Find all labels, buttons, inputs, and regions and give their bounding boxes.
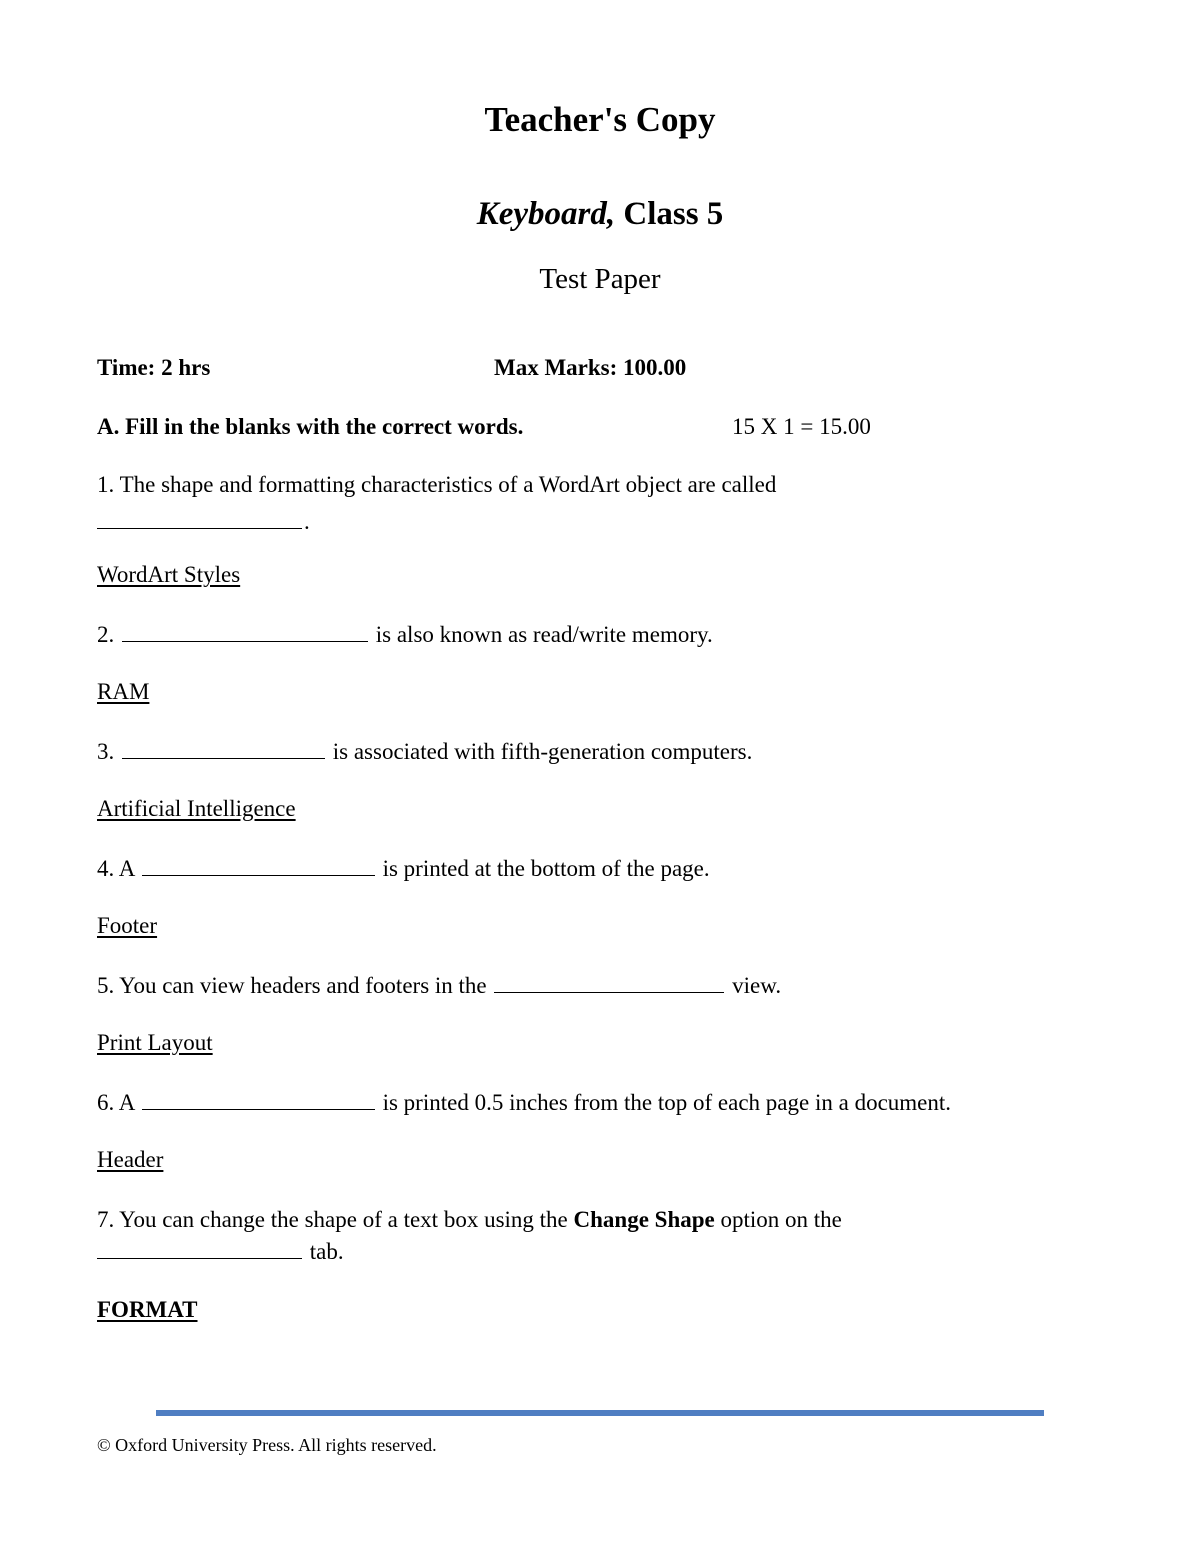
question-text: is printed 0.5 inches from the top of each page in a document. <box>376 1090 952 1115</box>
emphasis-text: Change Shape <box>573 1207 715 1232</box>
answer-5: Print Layout <box>97 1030 213 1055</box>
question-6 <box>97 1087 951 1118</box>
answer-blank <box>97 506 302 529</box>
question-2 <box>97 619 713 650</box>
question-text: 1. The shape and formatting characteristics of a WordArt object are called <box>97 472 777 497</box>
question-7 <box>97 1205 842 1235</box>
answer-1: WordArt Styles <box>97 562 241 587</box>
question-1-continuation <box>97 506 310 537</box>
question-text: 3. <box>97 739 120 764</box>
footer-divider <box>156 1410 1044 1416</box>
question-7-continuation <box>97 1236 344 1267</box>
question-text: . <box>304 509 310 534</box>
answer-blank <box>97 1236 302 1259</box>
max-marks: Max Marks: 100.00 <box>494 355 687 380</box>
question-text: tab. <box>304 1239 344 1264</box>
answer-6: Header <box>97 1147 164 1172</box>
question-5 <box>97 970 781 1001</box>
question-1 <box>97 470 776 500</box>
answer-blank <box>142 1087 375 1110</box>
question-text: view. <box>726 973 782 998</box>
answer-blank <box>122 619 368 642</box>
subject-line <box>0 193 1200 235</box>
question-text: is associated with fifth-generation computers. <box>327 739 753 764</box>
answer-7: FORMAT <box>97 1297 198 1322</box>
book-name: Keyboard, <box>476 196 616 232</box>
question-text: 4. A <box>97 856 140 881</box>
paper-type: Test Paper <box>539 263 661 295</box>
question-text: 6. A <box>97 1090 140 1115</box>
copyright-notice: © Oxford University Press. All rights reserved. <box>97 1435 437 1455</box>
section-heading: A. Fill in the blanks with the correct words. <box>97 414 524 439</box>
answer-blank <box>122 736 325 759</box>
answer-blank <box>494 970 724 993</box>
question-4 <box>97 853 710 884</box>
question-text: 5. You can view headers and footers in the <box>97 973 493 998</box>
question-text: option on the <box>714 1207 842 1232</box>
question-text: is printed at the bottom of the page. <box>376 856 710 881</box>
answer-4: Footer <box>97 913 158 938</box>
answer-3: Artificial Intelligence <box>97 796 296 821</box>
class-label: Class 5 <box>615 196 724 232</box>
answer-blank <box>142 853 375 876</box>
question-text: 2. <box>97 622 120 647</box>
answer-2: RAM <box>97 679 150 704</box>
section-marks: 15 X 1 = 15.00 <box>732 414 871 439</box>
question-text: 7. You can change the shape of a text box using the <box>97 1207 574 1232</box>
time-allowed: Time: 2 hrs <box>97 355 211 380</box>
question-3 <box>97 736 752 767</box>
page-title: Teacher's Copy <box>484 100 716 139</box>
question-text: is also known as read/write memory. <box>370 622 713 647</box>
